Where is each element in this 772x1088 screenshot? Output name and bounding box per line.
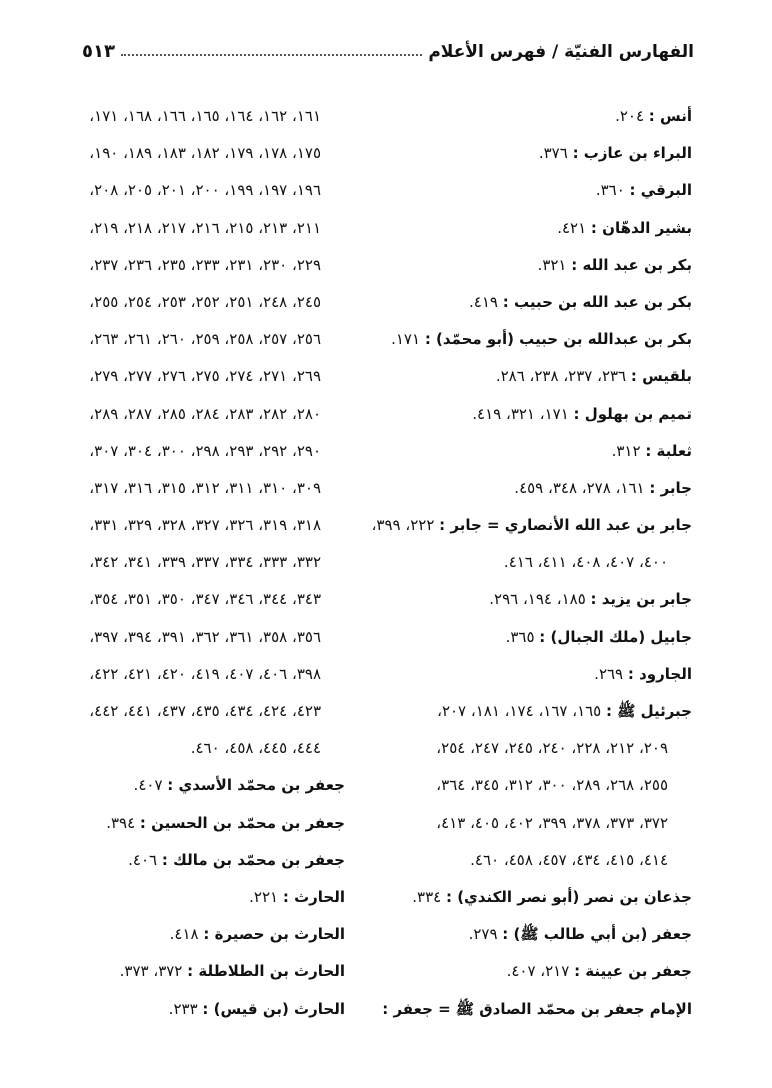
entry-page-refs: ٢٧٩. bbox=[468, 925, 503, 944]
entry-page-refs: ٢٥٦، ٢٥٧، ٢٥٨، ٢٥٩، ٢٦٠، ٢٦١، ٢٦٣، bbox=[89, 330, 321, 349]
index-continuation-line bbox=[55, 544, 345, 581]
index-entry bbox=[392, 396, 692, 433]
entry-page-refs: ٤٠٦. bbox=[128, 850, 162, 869]
entry-name: بكر بن عبد الله : bbox=[571, 255, 692, 274]
entry-page-refs: ٢٩٠، ٢٩٢، ٢٩٣، ٢٩٨، ٣٠٠، ٣٠٤، ٣٠٧، bbox=[89, 441, 321, 460]
entry-page-refs: ٣٣٤. bbox=[412, 887, 446, 906]
entry-page-refs: ٣٤٣، ٣٤٤، ٣٤٦، ٣٤٧، ٣٥٠، ٣٥١، ٣٥٤، bbox=[89, 590, 321, 609]
index-continuation-line bbox=[55, 507, 345, 544]
index-continuation-line bbox=[55, 730, 345, 767]
header-title: الفهارس الفنيّة / فهرس الأعلام bbox=[428, 42, 694, 62]
entry-page-refs: ٣٧٦. bbox=[538, 144, 573, 163]
entry-name: بكر بن عبد الله بن حبيب : bbox=[502, 292, 692, 311]
entry-page-refs: ٣٥٦، ٣٥٨، ٣٦١، ٣٦٢، ٣٩١، ٣٩٤، ٣٩٧، bbox=[89, 627, 321, 646]
entry-name: جبرئيل ﷺ : bbox=[606, 702, 692, 720]
index-entry bbox=[55, 991, 345, 1028]
index-continuation-line bbox=[55, 656, 345, 693]
index-entry bbox=[371, 507, 692, 544]
entry-page-refs: ٢٠٩، ٢١٢، ٢٢٨، ٢٤٠، ٢٤٥، ٢٤٧، ٢٥٤، bbox=[436, 739, 668, 758]
entry-name: تميم بن بهلول : bbox=[573, 404, 692, 423]
index-entry bbox=[382, 991, 692, 1028]
index-column-right bbox=[371, 98, 692, 1028]
entry-page-refs: ٢٥٥، ٢٦٨، ٢٨٩، ٣٠٠، ٣١٢، ٣٤٥، ٣٦٤، bbox=[436, 776, 668, 795]
entry-page-refs: ٣١٢. bbox=[611, 441, 646, 460]
entry-name: جابر : bbox=[649, 478, 692, 497]
index-continuation-line bbox=[55, 321, 345, 358]
index-entry bbox=[392, 693, 692, 730]
entry-page-refs: ٤٢٣، ٤٢٤، ٤٣٤، ٤٣٥، ٤٣٧، ٤٤١، ٤٤٢، bbox=[89, 702, 321, 720]
index-continuation-line bbox=[392, 544, 692, 581]
index-continuation-line bbox=[55, 247, 345, 284]
entry-name: جعفر بن محمّد الأسدي : bbox=[167, 776, 345, 795]
index-entry bbox=[392, 619, 692, 656]
entry-name: الإمام جعفر بن محمّد الصادق ﷺ = جعفر : bbox=[382, 999, 692, 1018]
entry-page-refs: ٣٩٨، ٤٠٦، ٤٠٧، ٤١٩، ٤٢٠، ٤٢١، ٤٢٢، bbox=[89, 664, 321, 683]
entry-name: الحارث (بن قيس) : bbox=[202, 999, 345, 1018]
entry-name: جعفر بن محمّد بن مالك : bbox=[161, 850, 345, 869]
entry-name: جابيل (ملك الجبال) : bbox=[539, 627, 692, 646]
entry-page-refs: ٣٩٤. bbox=[106, 813, 140, 832]
entry-name: جذعان بن نصر (أبو نصر الكندي) : bbox=[445, 887, 692, 906]
entry-page-refs: ٢٤٥، ٢٤٨، ٢٥١، ٢٥٢، ٢٥٣، ٢٥٤، ٢٥٥، bbox=[89, 292, 321, 311]
entry-page-refs: ٢٦٩. bbox=[594, 664, 628, 683]
entry-name: جابر بن يزيد : bbox=[590, 590, 692, 609]
entry-page-refs: ٢٨٠، ٢٨٢، ٢٨٣، ٢٨٤، ٢٨٥، ٢٨٧، ٢٨٩، bbox=[89, 404, 321, 423]
entry-page-refs: ٢٢١. bbox=[249, 887, 283, 906]
index-entry bbox=[55, 805, 345, 842]
entry-page-refs: ٣٧٢، ٣٧٣. bbox=[119, 962, 188, 981]
index-entry bbox=[392, 135, 692, 172]
entry-name: البرقي : bbox=[629, 181, 692, 200]
entry-page-refs: ٤٠٠، ٤٠٧، ٤٠٨، ٤١١، ٤١٦. bbox=[503, 553, 668, 572]
index-continuation-line bbox=[392, 842, 692, 879]
entry-page-refs: ٣٣٢، ٣٣٣، ٣٣٤، ٣٣٧، ٣٣٩، ٣٤١، ٣٤٢، bbox=[89, 553, 321, 572]
entry-page-refs: ٣١٨، ٣١٩، ٣٢٦، ٣٢٧، ٣٢٨، ٣٢٩، ٣٣١، bbox=[89, 516, 321, 535]
index-continuation-line bbox=[55, 172, 345, 209]
entry-page-refs: ٣٦٠. bbox=[595, 181, 630, 200]
entry-page-refs: ٣٢١. bbox=[537, 255, 572, 274]
entry-name: ثعلبة : bbox=[645, 441, 692, 460]
entry-page-refs: ٣٦٥. bbox=[505, 627, 540, 646]
entry-page-refs: ٢١٧، ٤٠٧. bbox=[506, 962, 575, 981]
entry-page-refs: ٢٠٤. bbox=[615, 107, 649, 125]
entry-page-refs: ١٨٥، ١٩٤، ٢٩٦. bbox=[489, 590, 591, 609]
index-continuation-line bbox=[392, 767, 692, 804]
index-continuation-line bbox=[55, 470, 345, 507]
entry-name: جعفر (بن أبي طالب ﷺ) : bbox=[502, 925, 692, 944]
index-entry bbox=[55, 953, 345, 990]
index-continuation-line bbox=[392, 805, 692, 842]
entry-page-refs: ٢١١، ٢١٣، ٢١٥، ٢١٦، ٢١٧، ٢١٨، ٢١٩، bbox=[89, 218, 321, 237]
index-continuation-line bbox=[55, 433, 345, 470]
entry-page-refs: ٢٣٣. bbox=[168, 999, 203, 1018]
index-entry bbox=[55, 767, 345, 804]
index-entry bbox=[55, 916, 345, 953]
page-number: ٥١٣ bbox=[82, 41, 115, 62]
entry-page-refs: ٣٠٩، ٣١٠، ٣١١، ٣١٢، ٣١٥، ٣١٦، ٣١٧، bbox=[89, 478, 321, 497]
entry-page-refs: ١٦١، ١٦٢، ١٦٤، ١٦٥، ١٦٦، ١٦٨، ١٧١، bbox=[89, 107, 321, 125]
index-entry bbox=[392, 321, 692, 358]
index-continuation-line bbox=[392, 730, 692, 767]
index-continuation-line bbox=[55, 98, 345, 135]
index-entry bbox=[392, 210, 692, 247]
index-entry bbox=[55, 879, 345, 916]
entry-name: بلقيس : bbox=[630, 367, 692, 386]
index-column-left bbox=[55, 98, 345, 1028]
index-entry bbox=[392, 470, 692, 507]
index-entry bbox=[392, 98, 692, 135]
entry-name: جابر بن عبد الله الأنصاري = جابر : bbox=[439, 516, 692, 535]
index-continuation-line bbox=[55, 619, 345, 656]
entry-page-refs: ٢٦٩، ٢٧١، ٢٧٤، ٢٧٥، ٢٧٦، ٢٧٧، ٢٧٩، bbox=[89, 367, 321, 386]
entry-page-refs: ٤١٩. bbox=[469, 292, 503, 311]
entry-name: الحارث بن الطلاطلة : bbox=[187, 962, 345, 981]
entry-name: أنس : bbox=[648, 107, 692, 125]
entry-page-refs: ٣٧٢، ٣٧٣، ٣٧٨، ٣٩٩، ٤٠٢، ٤٠٥، ٤١٣، bbox=[436, 813, 668, 832]
index-continuation-line bbox=[55, 693, 345, 730]
entry-page-refs: ٤١٤، ٤١٥، ٤٣٤، ٤٥٧، ٤٥٨، ٤٦٠. bbox=[470, 850, 668, 869]
index-entry bbox=[392, 433, 692, 470]
entry-page-refs: ١٧١، ٣٢١، ٤١٩. bbox=[472, 404, 574, 423]
entry-page-refs: ١٦٥، ١٦٧، ١٧٤، ١٨١، ٢٠٧، bbox=[437, 702, 607, 720]
index-entry bbox=[392, 581, 692, 618]
entry-name: البراء بن عازب : bbox=[572, 144, 692, 163]
entry-name: الحارث : bbox=[282, 887, 345, 906]
index-continuation-line bbox=[55, 581, 345, 618]
entry-page-refs: ١٩٦، ١٩٧، ١٩٩، ٢٠٠، ٢٠١، ٢٠٥، ٢٠٨، bbox=[89, 181, 321, 200]
entry-name: بشير الدهّان : bbox=[590, 218, 692, 237]
index-continuation-line bbox=[55, 358, 345, 395]
entry-name: بكر بن عبدالله بن حبيب (أبو محمّد) : bbox=[424, 330, 692, 349]
index-continuation-line bbox=[55, 135, 345, 172]
index-entry bbox=[392, 953, 692, 990]
index-entry bbox=[55, 842, 345, 879]
entry-name: جعفر بن عيينة : bbox=[574, 962, 692, 981]
index-entry bbox=[392, 247, 692, 284]
entry-page-refs: ٢٢٩، ٢٣٠، ٢٣١، ٢٣٣، ٢٣٥، ٢٣٦، ٢٣٧، bbox=[89, 255, 321, 274]
running-header bbox=[82, 30, 694, 62]
entry-page-refs: ٤٠٧. bbox=[133, 776, 168, 795]
entry-page-refs: ٤٤٤، ٤٤٥، ٤٥٨، ٤٦٠. bbox=[190, 739, 321, 758]
entry-name: الجارود : bbox=[627, 664, 692, 683]
entry-page-refs: ٤٢١. bbox=[557, 218, 591, 237]
index-continuation-line bbox=[55, 284, 345, 321]
index-entry bbox=[392, 656, 692, 693]
entry-name: الحارث بن حصيرة : bbox=[203, 925, 345, 944]
index-entry bbox=[392, 358, 692, 395]
entry-page-refs: ١٧١. bbox=[391, 330, 425, 349]
entry-page-refs: ٢٢٢، ٣٩٩، bbox=[371, 516, 440, 535]
index-entry bbox=[392, 172, 692, 209]
index-entry bbox=[392, 284, 692, 321]
index-continuation-line bbox=[55, 210, 345, 247]
entry-name: جعفر بن محمّد بن الحسين : bbox=[139, 813, 345, 832]
entry-page-refs: ١٦١، ٢٧٨، ٣٤٨، ٤٥٩. bbox=[514, 478, 650, 497]
index-entry bbox=[392, 879, 692, 916]
entry-page-refs: ٢٣٦، ٢٣٧، ٢٣٨، ٢٨٦. bbox=[495, 367, 631, 386]
header-leader-dots bbox=[121, 54, 422, 56]
entry-page-refs: ٤١٨. bbox=[169, 925, 204, 944]
index-continuation-line bbox=[55, 396, 345, 433]
entry-page-refs: ١٧٥، ١٧٨، ١٧٩، ١٨٢، ١٨٣، ١٨٩، ١٩٠، bbox=[89, 144, 321, 163]
index-entry bbox=[392, 916, 692, 953]
